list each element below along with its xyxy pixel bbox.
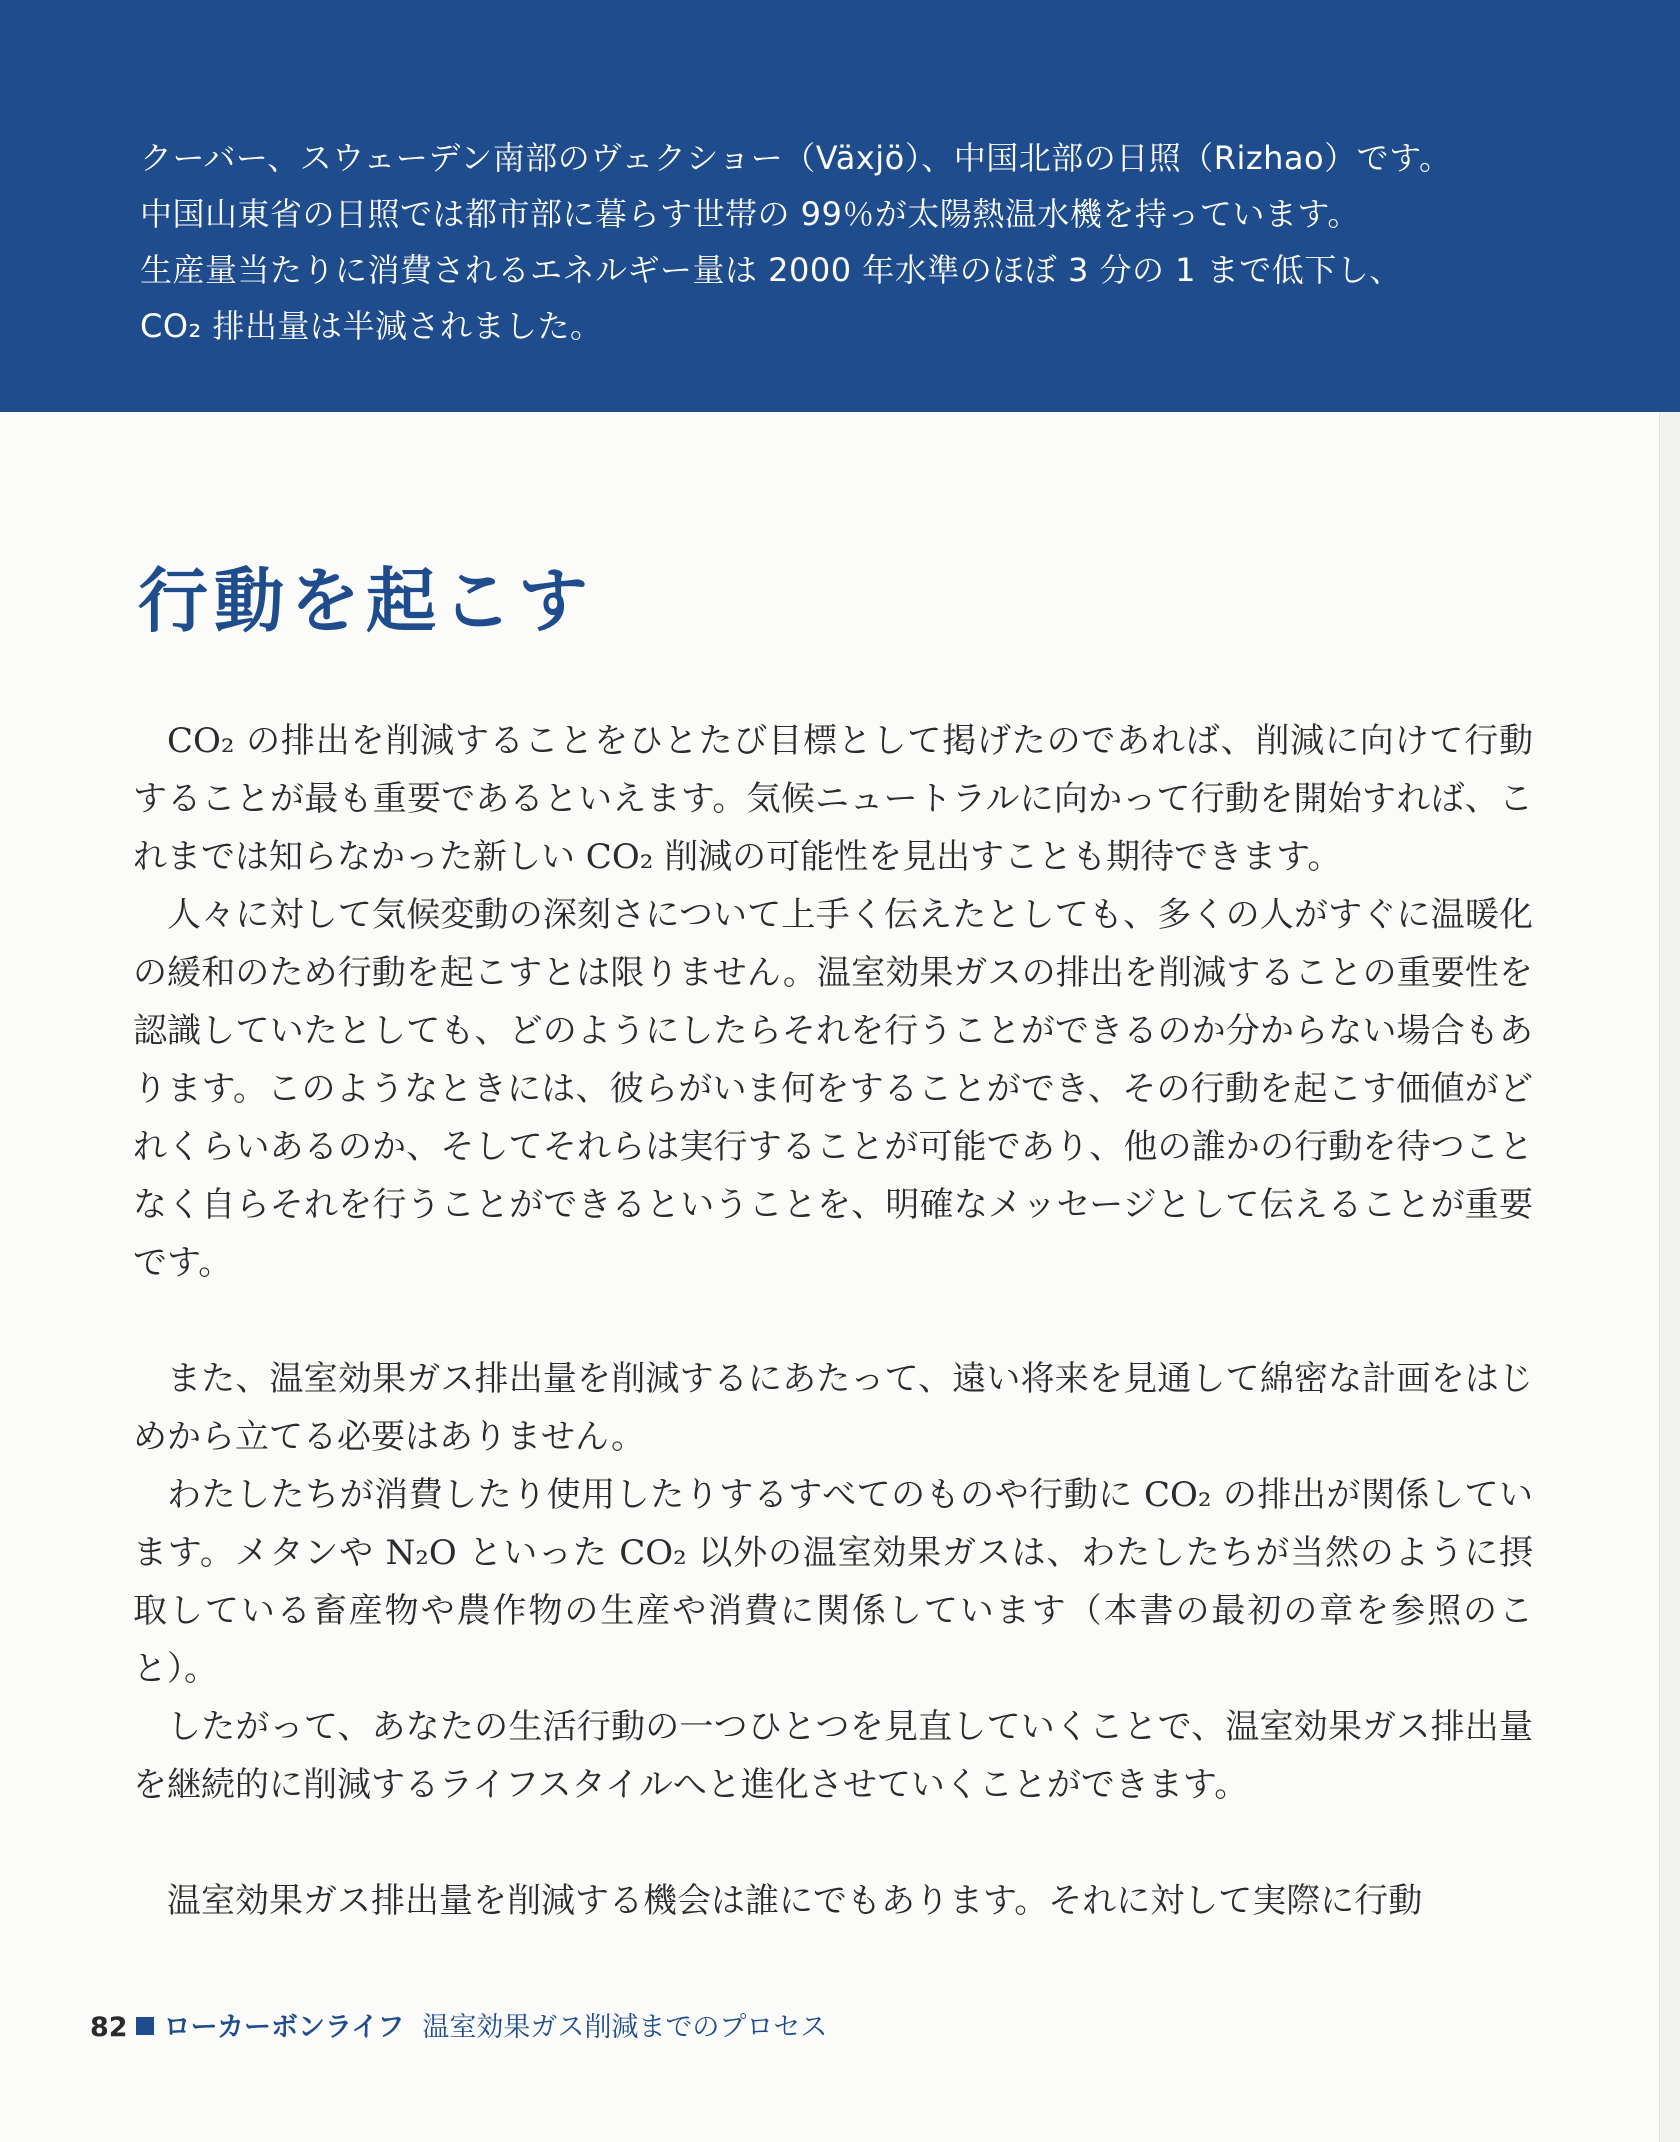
section-heading: 行動を起こす: [138, 560, 594, 642]
body-text: [133, 712, 1533, 1930]
paragraph: したがって、あなたの生活行動の一つひとつを見直していくことで、温室効果ガス排出量を継続的に削減するライフスタイルへと進化させていくことができます。: [133, 1707, 1533, 1805]
square-bullet-icon: [136, 2017, 154, 2035]
band-text: [140, 130, 1580, 354]
band-line: 中国山東省の日照では都市部に暮らす世帯の 99％が太陽熱温水機を持っています。: [140, 195, 1360, 233]
page-footer: [90, 2005, 827, 2044]
band-line: CO₂ 排出量は半減されました。: [140, 307, 603, 345]
book-title: ローカーボンライフ: [163, 2012, 405, 2043]
band-line: クーバー、スウェーデン南部のヴェクショー（Växjö）、中国北部の日照（Rizhao）です。: [140, 139, 1452, 177]
band-line: 生産量当たりに消費されるエネルギー量は 2000 年水準のほぼ 3 分の 1 まで低下し、: [140, 251, 1402, 289]
paragraph: また、温室効果ガス排出量を削減するにあたって、遠い将来を見通して綿密な計画をはじめから立てる必要はありません。: [133, 1359, 1533, 1457]
section-title: 温室効果ガス削減までのプロセス: [422, 2012, 828, 2043]
page-number: 82: [90, 2012, 128, 2043]
paragraph-gap: [133, 1292, 1533, 1350]
paragraph: 人々に対して気候変動の深刻さについて上手く伝えたとしても、多くの人がすぐに温暖化の緩和のため行動を起こすとは限りません。温室効果ガスの排出を削減することの重要性を認識していたとしても、どのようにしたらそれを行うことができるのか分からない場合もあります。このようなときには、彼らがいま何をすることができ、その行動を起こす価値がどれくらいあるのか、そしてそれらは実行することが可能であり、他の誰かの行動を待つことなく自らそれを行うことができるということを、明確なメッセージとして伝えることが重要です。: [133, 895, 1533, 1283]
paragraph: CO₂ の排出を削減することをひとたび目標として掲げたのであれば、削減に向けて行動することが最も重要であるといえます。気候ニュートラルに向かって行動を開始すれば、これまでは知らなかった新しい CO₂ 削減の可能性を見出すことも期待できます。: [133, 721, 1533, 877]
paragraph-gap: [133, 1814, 1533, 1872]
page-edge: [1659, 412, 1680, 2142]
paragraph: 温室効果ガス排出量を削減する機会は誰にでもあります。それに対して実際に行動: [167, 1881, 1423, 1921]
top-blue-band: [0, 0, 1680, 412]
paragraph: わたしたちが消費したり使用したりするすべてのものや行動に CO₂ の排出が関係しています。メタンや N₂O といった CO₂ 以外の温室効果ガスは、わたしたちが当然のように摂取している畜産物や農作物の生産や消費に関係しています（本書の最初の章を参照のこと）。: [133, 1475, 1533, 1689]
